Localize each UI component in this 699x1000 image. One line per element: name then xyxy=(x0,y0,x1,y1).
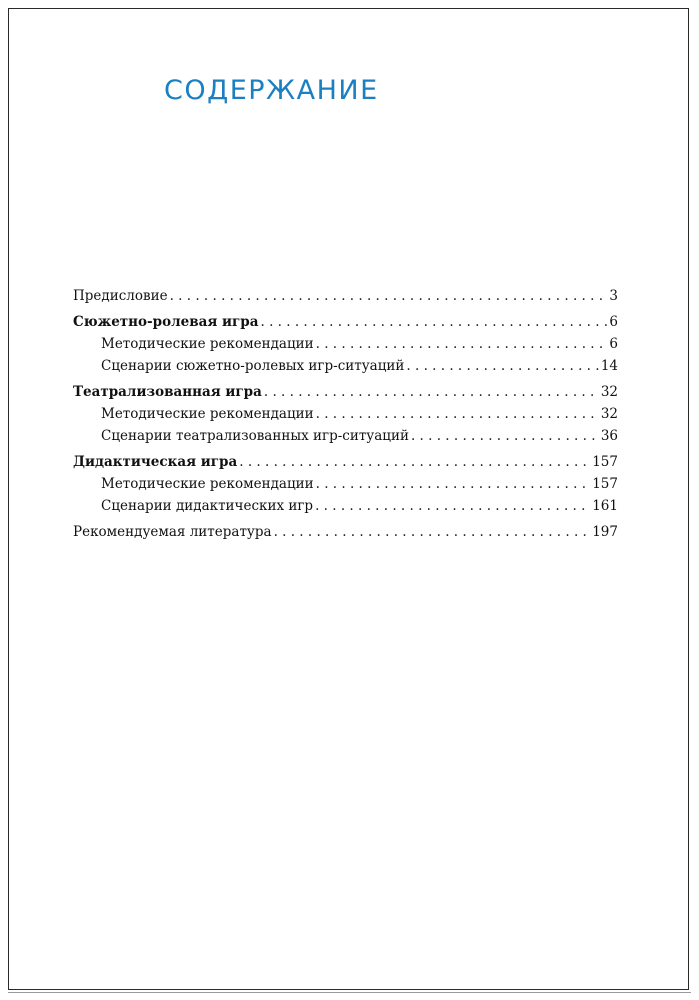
toc-entry-label: Методические рекомендации xyxy=(101,336,314,352)
table-of-contents xyxy=(73,285,618,543)
toc-dot-leader xyxy=(264,381,599,403)
toc-page-number: 3 xyxy=(609,288,618,304)
toc-page-number: 14 xyxy=(600,358,618,374)
toc-entry-preface[interactable] xyxy=(73,285,618,307)
toc-page-number: 32 xyxy=(600,384,618,400)
toc-page-number: 36 xyxy=(600,428,618,444)
toc-entry-role-play[interactable] xyxy=(73,311,618,333)
toc-entry-didactic-scenarios[interactable] xyxy=(73,495,618,517)
toc-entry-role-play-scenarios[interactable] xyxy=(73,355,618,377)
toc-page-number: 32 xyxy=(600,406,618,422)
toc-dot-leader xyxy=(316,403,599,425)
toc-dot-leader xyxy=(261,311,608,333)
toc-page-number: 197 xyxy=(592,524,618,540)
toc-dot-leader xyxy=(239,451,590,473)
toc-page-number: 161 xyxy=(592,498,618,514)
bottom-rule xyxy=(8,992,691,993)
toc-entry-theatrical[interactable] xyxy=(73,381,618,403)
toc-entry-label: Театрализованная игра xyxy=(73,384,262,400)
toc-entry-theatrical-scenarios[interactable] xyxy=(73,425,618,447)
toc-entry-label: Сценарии театрализованных игр-ситуаций xyxy=(101,428,409,444)
toc-entry-label: Предисловие xyxy=(73,288,168,304)
toc-page-number: 6 xyxy=(609,314,618,330)
toc-entry-label: Дидактическая игра xyxy=(73,454,238,470)
toc-entry-theatrical-methods[interactable] xyxy=(73,403,618,425)
toc-dot-leader xyxy=(406,355,598,377)
document-page xyxy=(8,8,689,990)
toc-entry-label: Методические рекомендации xyxy=(101,406,314,422)
toc-entry-label: Методические рекомендации xyxy=(101,476,314,492)
toc-dot-leader xyxy=(316,473,591,495)
toc-dot-leader xyxy=(274,521,591,543)
page-title: СОДЕРЖАНИЕ xyxy=(164,75,379,106)
toc-entry-label: Рекомендуемая литература xyxy=(73,524,272,540)
toc-entry-literature[interactable] xyxy=(73,521,618,543)
toc-entry-didactic[interactable] xyxy=(73,451,618,473)
toc-page-number: 157 xyxy=(592,476,618,492)
toc-entry-label: Сценарии дидактических игр xyxy=(101,498,314,514)
toc-dot-leader xyxy=(315,495,590,517)
toc-page-number: 157 xyxy=(592,454,618,470)
toc-page-number: 6 xyxy=(609,336,618,352)
toc-dot-leader xyxy=(411,425,599,447)
toc-entry-label: Сценарии сюжетно-ролевых игр-ситуаций xyxy=(101,358,405,374)
toc-entry-role-play-methods[interactable] xyxy=(73,333,618,355)
toc-dot-leader xyxy=(170,285,608,307)
toc-entry-didactic-methods[interactable] xyxy=(73,473,618,495)
toc-entry-label: Сюжетно-ролевая игра xyxy=(73,314,259,330)
toc-dot-leader xyxy=(316,333,608,355)
